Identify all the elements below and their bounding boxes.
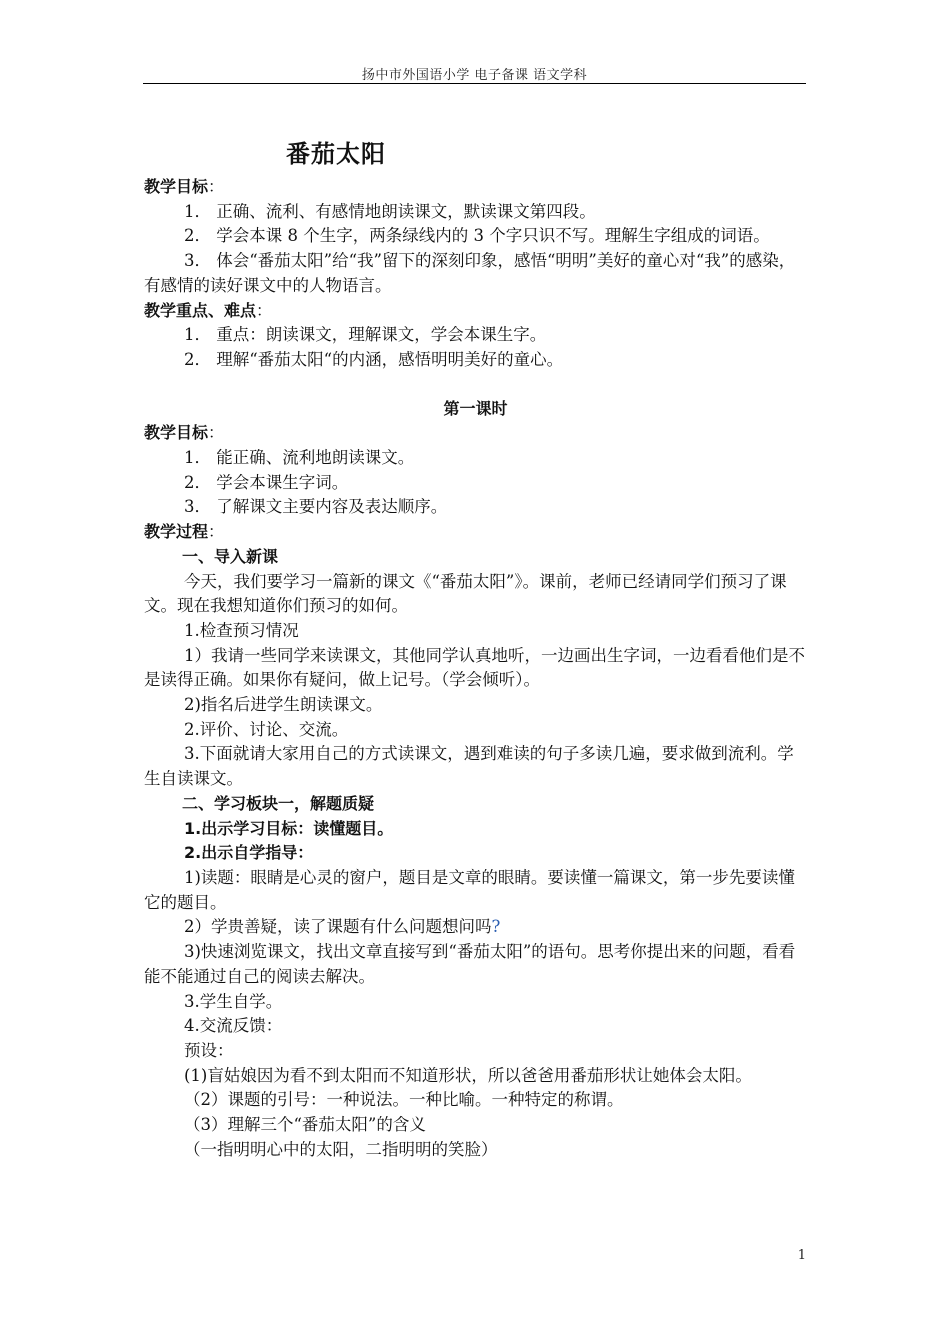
paragraph: 2)指名后进学生朗读课文。 [184, 695, 383, 715]
paragraph: 4.交流反馈： [184, 1016, 283, 1036]
paragraph: 3)快速浏览课文，找出文章直接写到“番茄太阳”的语句。思考你提出来的问题，看看能不能通过自己的阅读去解决。 [144, 942, 796, 986]
section-heading-key-points: 教学重点、难点： [144, 300, 273, 320]
lesson-goal-item: 1． 能正确、流利地朗读课文。 [184, 448, 415, 468]
paragraph: 今天，我们要学习一篇新的课文《“番茄太阳”》。课前，老师已经请同学们预习了课文。现在我想知道你们预习的如何。 [144, 571, 787, 616]
paragraph: (1)盲姑娘因为看不到太阳而不知道形状，所以爸爸用番茄形状让她体会太阳。 [184, 1065, 752, 1085]
key-point-item: 2． 理解“番茄太阳“的内涵，感悟明明美好的童心。 [184, 349, 564, 369]
document-title: 番茄太阳 [286, 140, 386, 168]
part1-heading: 一、导入新课 [182, 546, 279, 566]
paragraph: （2）课题的引号：一种说法。一种比喻。一种特定的称谓。 [184, 1090, 624, 1110]
goal-item: 3． 体会“番茄太阳”给“我”留下的深刻印象，感悟“明明”美好的童心对“我”的感染，有感情的读好课文中的人物语言。 [144, 251, 796, 295]
lesson-goal-item: 3． 了解课文主要内容及表达顺序。 [184, 497, 448, 517]
lesson-goals-heading: 教学目标： [144, 423, 225, 443]
paragraph: 3.学生自学。 [184, 991, 283, 1011]
paragraph: 2.评价、讨论、交流。 [184, 719, 349, 739]
paragraph: 3.下面就请大家用自己的方式读课文，遇到难读的句子多读几遍，要求做到流利。学生自读课文。 [144, 744, 794, 789]
goal-item: 1． 正确、流利、有感情地朗读课文，默读课文第四段。 [184, 201, 596, 221]
paragraph: 1.检查预习情况 [184, 620, 299, 640]
document-body [144, 175, 807, 1162]
paragraph: 1)读题：眼睛是心灵的窗户，题目是文章的眼睛。要读懂一篇课文，第一步先要读懂它的题目。 [144, 867, 795, 912]
header-divider [143, 83, 806, 84]
paragraph: （一指明明心中的太阳，二指明明的笑脸） [184, 1139, 498, 1159]
lesson-goal-item: 2． 学会本课生字词。 [184, 472, 349, 492]
section-heading-goals: 教学目标： [144, 177, 225, 196]
spacer [144, 373, 807, 397]
process-heading: 教学过程： [144, 522, 225, 542]
part2-subheading: 2.出示自学指导： [184, 843, 314, 863]
key-point-item: 1． 重点：朗读课文，理解课文，学会本课生字。 [184, 325, 547, 345]
paragraph: 1）我请一些同学来读课文，其他同学认真地听，一边画出生字词，一边看看他们是不是读得正确。如果你有疑问，做上记号。（学会倾听）。 [144, 645, 805, 690]
part2-heading: 二、学习板块一，解题质疑 [182, 793, 375, 813]
lesson-heading: 第一课时 [443, 398, 508, 418]
page-number: 1 [797, 1248, 806, 1263]
paragraph: 2）学贵善疑，读了课题有什么问题想问吗? [184, 917, 501, 937]
page-header: 扬中市外国语小学 电子备课 语文学科 [361, 68, 588, 83]
paragraph: 预设： [184, 1040, 234, 1060]
goal-item: 2． 学会本课 8 个生字，两条绿线内的 3 个字只识不写。理解生字组成的词语。 [184, 226, 770, 246]
part2-subheading: 1.出示学习目标：读懂题目。 [184, 818, 394, 838]
paragraph: （3）理解三个“番茄太阳”的含义 [184, 1115, 426, 1135]
